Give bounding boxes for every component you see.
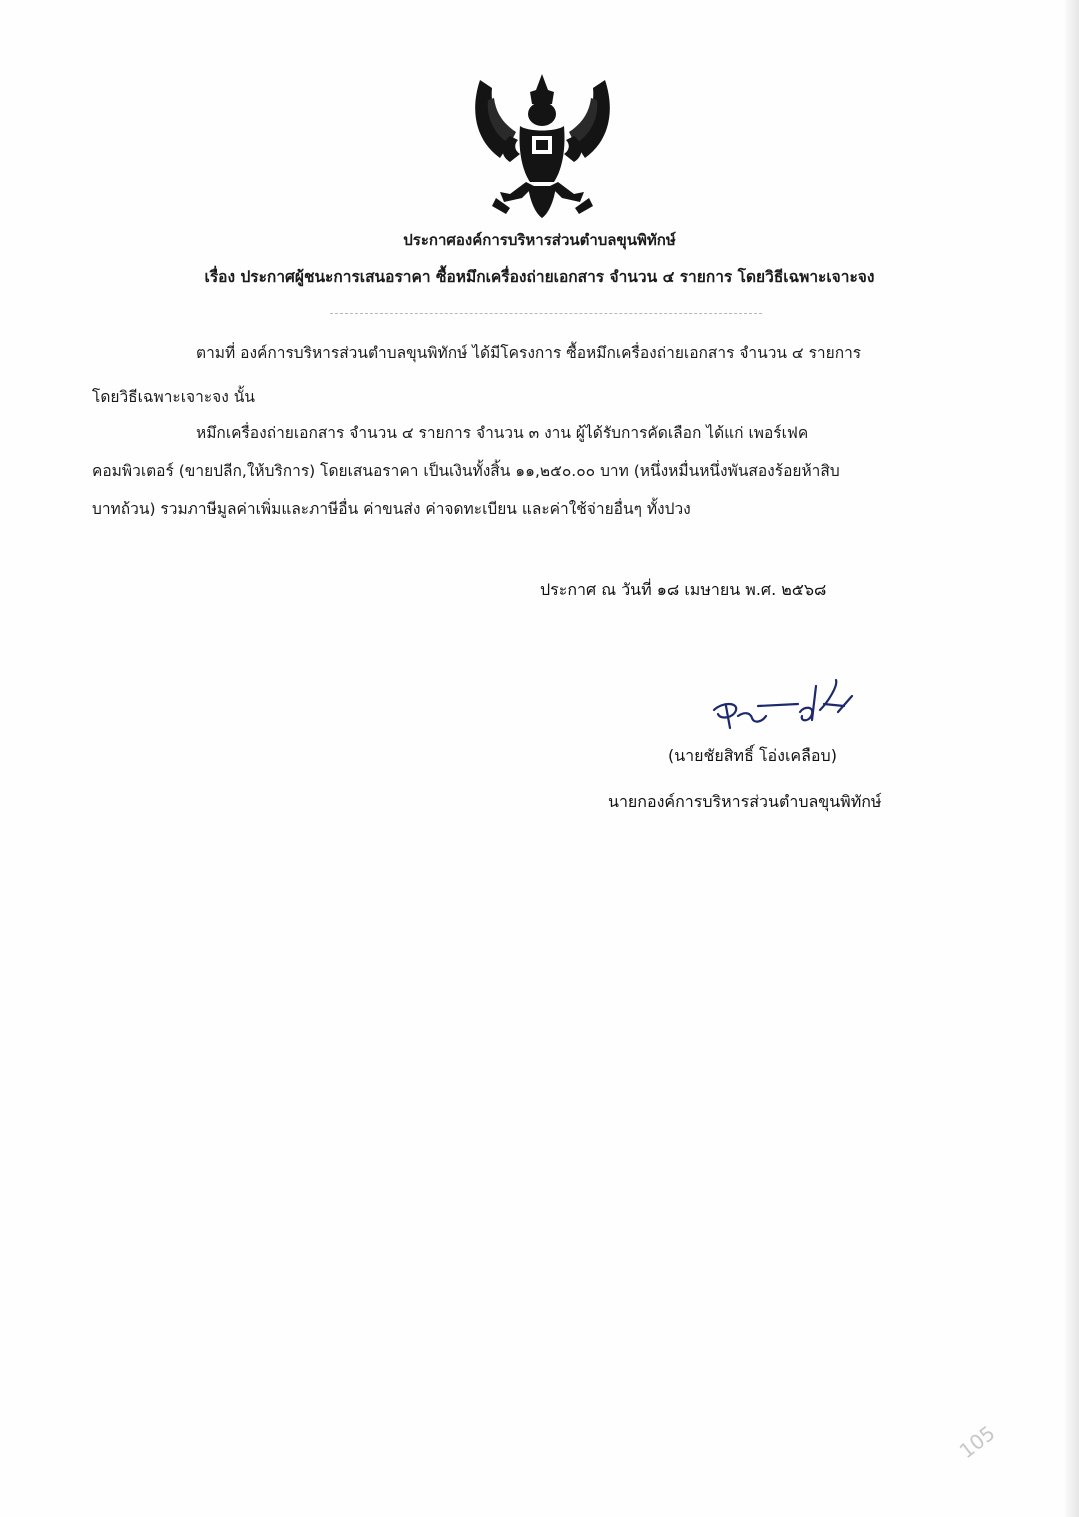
signer-position: นายกองค์การบริหารส่วนตำบลขุนพิทักษ์ bbox=[608, 792, 882, 811]
title-divider bbox=[330, 313, 762, 314]
body-line-2: โดยวิธีเฉพาะเจาะจง นั้น bbox=[92, 388, 255, 406]
body-line-4: คอมพิวเตอร์ (ขายปลีก,ให้บริการ) โดยเสนอราคา เป็นเงินทั้งสิ้น ๑๑,๒๕๐.๐๐ บาท (หนึ่งหมื่นหนึ่งพันสองร้อยห้าสิบ bbox=[92, 462, 840, 480]
handwritten-page-number: 105 bbox=[954, 1420, 1000, 1464]
body-line-5: บาทถ้วน) รวมภาษีมูลค่าเพิ่มและภาษีอื่น ค่าขนส่ง ค่าจดทะเบียน และค่าใช้จ่ายอื่นๆ ทั้งปวง bbox=[92, 500, 691, 518]
garuda-emblem-icon bbox=[470, 70, 615, 220]
announcement-subject: เรื่อง ประกาศผู้ชนะการเสนอราคา ซื้อหมึกเครื่องถ่ายเอกสาร จำนวน ๔ รายการ โดยวิธีเฉพาะเจาะจง bbox=[204, 268, 875, 286]
body-line-3: หมึกเครื่องถ่ายเอกสาร จำนวน ๔ รายการ จำนวน ๓ งาน ผู้ได้รับการคัดเลือก ได้แก่ เพอร์เฟค bbox=[196, 424, 809, 442]
body-line-1: ตามที่ องค์การบริหารส่วนตำบลขุนพิทักษ์ ได้มีโครงการ ซื้อหมึกเครื่องถ่ายเอกสาร จำนวน ๔ รายการ bbox=[196, 344, 862, 362]
announcement-title: ประกาศองค์การบริหารส่วนตำบลขุนพิทักษ์ bbox=[403, 231, 676, 249]
handwritten-signature bbox=[708, 676, 858, 734]
signer-name: (นายชัยสิทธิ์ โอ่งเคลือบ) bbox=[668, 746, 837, 765]
announcement-date: ประกาศ ณ วันที่ ๑๘ เมษายน พ.ศ. ๒๕๖๘ bbox=[540, 580, 827, 599]
